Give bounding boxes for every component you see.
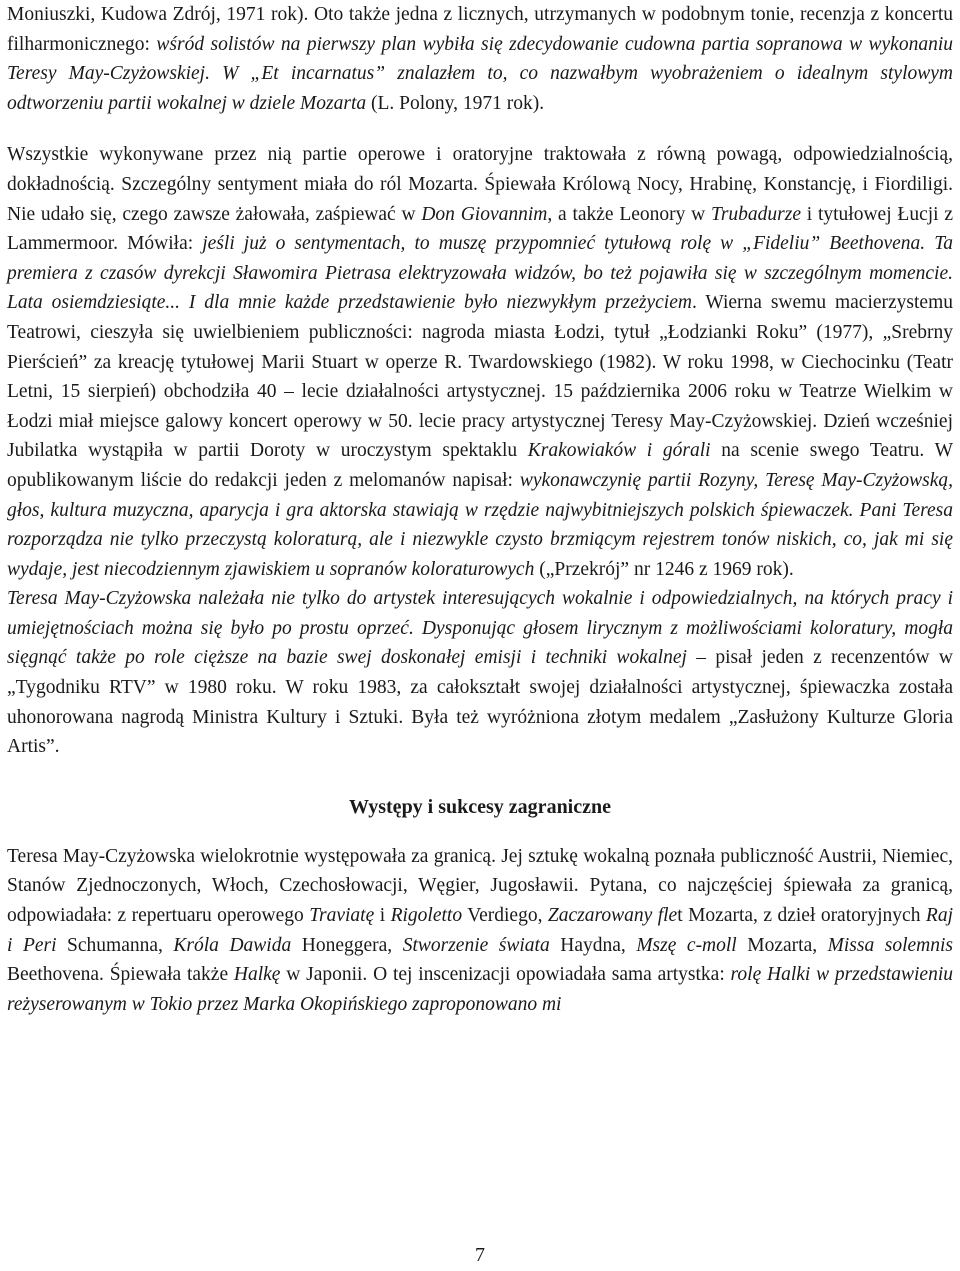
- text-segment: Moniuszki, Kudowa Zdrój, 1971 rok). Oto także jedna z licznych, utrzymanych w podobnym tonie, recenzja z koncertu filharmonicznego:: [7, 4, 953, 55]
- section-heading: Występy i sukcesy zagraniczne: [348, 795, 611, 818]
- italic-title-segment: Don Giovannim: [421, 203, 548, 225]
- text-segment: Wszystkie wykonywane przez nią partie operowe i oratoryjne traktowała z równą powagą, odpowiedzialnością, dokładnością. Szczególny sentyment miała do ról Mozarta. Śpiewała Królową Nocy, Hrabinę, Konstancję, i Fiordiligi. Nie udało się, czego zawsze żałowała, zaśpiewać w: [7, 144, 953, 225]
- italic-quote-segment: wśród solistów na pierwszy plan wybiła się zdecydowanie cudowna partia sopranowa w wykonaniu Teresy May-Czyżowskiej. W „Et incarnatus” znalazłem to, co nazwałbym wyobrażeniem o idealnym stylowym odtworzeniu partii wokalnej w dziele Mozarta: [7, 33, 953, 114]
- text-segment: Mozarta,: [736, 934, 828, 956]
- text-segment: Honeggera,: [291, 934, 403, 956]
- italic-title-segment: Mszę c-moll: [636, 934, 737, 956]
- italic-title-segment: Raj i Peri: [7, 905, 953, 956]
- text-segment: i tytułowej Łucji z Lammermoor. Mówiła:: [7, 203, 953, 255]
- italic-title-segment: Trubadurze: [711, 203, 801, 225]
- text-segment: Haydna,: [549, 934, 637, 956]
- page-number: 7: [475, 1244, 485, 1266]
- italic-title-segment: Rigoletto: [390, 905, 463, 927]
- italic-quote-segment: Teresa May-Czyżowska należała nie tylko do artystek interesujących wokalnie i odpowiedzialnych, na których pracy i umiejętnościach można się było po prostu oprzeć. Dysponując głosem lirycznym z możliwościami koloratury, mogła sięgnąć także po role cięższe na bazie swej doskonałej emisji i techniki wokalnej: [7, 588, 953, 669]
- italic-quote-segment: jeśli już o sentymentach, to muszę przypomnieć tytułową rolę w „Fideliu” Beethovena. Ta premiera z czasów dyrekcji Sławomira Pietrasa elektryzowała widzów, bo też pojawiła się w szczególnym momencie. Lata osiemdziesiąte... I dla mnie każde przedstawienie było niezwykłym przeżyciem: [7, 233, 954, 314]
- paragraph-review-quote: [7, 0, 953, 118]
- italic-quote-segment: rolę Halki w przedstawieniu reżyserowanym w Tokio przez Marka Okopińskiego zaproponowano mi: [7, 964, 953, 1015]
- italic-title-segment: Krakowiaków i górali: [527, 440, 711, 462]
- paragraph-recognition: [7, 584, 953, 762]
- text-segment: Verdiego,: [462, 905, 548, 927]
- text-segment: t Mozarta, z dzieł oratoryjnych: [677, 905, 926, 927]
- text-segment: („Przekrój” nr 1246 z 1969 rok).: [534, 558, 794, 580]
- italic-title-segment: Stworzenie świata: [402, 934, 550, 956]
- paragraph-career: [7, 140, 953, 584]
- text-segment: , a także Leonory w: [547, 203, 712, 225]
- text-segment: i: [374, 905, 391, 927]
- text-segment: na scenie swego Teatru. W opublikowanym liście do redakcji jeden z melomanów napisał:: [7, 440, 953, 491]
- document-page: [7, 0, 953, 1019]
- italic-title-segment: Zaczarowany fle: [547, 905, 678, 927]
- text-segment: w Japonii. O tej inscenizacji opowiadała sama artystka:: [280, 964, 731, 986]
- text-segment: – pisał jeden z recenzentów w „Tygodniku RTV” w 1980 roku. W roku 1983, za całokształt swojej działalności artystycznej, śpiewaczka została uhonorowana nagrodą Ministra Kultury i Sztuki. Była też wyróżniona złotym medalem „Zasłużony Kulturze Gloria Artis”.: [7, 647, 953, 758]
- italic-title-segment: Traviatę: [309, 905, 375, 927]
- text-segment: . Wierna swemu macierzystemu Teatrowi, cieszyła się uwielbieniem publiczności: nagroda miasta Łodzi, tytuł „Łodzianki Roku” (1977), „Srebrny Pierścień” za kreację tytułowej Marii Stuart w operze R. Twardowskiego (1982). W roku 1998, w Ciechocinku (Teatr Letni, 15 sierpień) obchodziła 40 – lecie działalności artystycznej. 15 października 2006 roku w Teatrze Wielkim w Łodzi miał miejsce galowy koncert operowy w 50. lecie pracy artystycznej Teresy May-Czyżowskiej. Dzień wcześniej Jubilatka wystąpiła w partii Doroty w uroczystym spektaklu: [7, 292, 953, 462]
- italic-title-segment: Króla Dawida: [173, 934, 292, 956]
- section-gap: [7, 822, 953, 842]
- paragraph-abroad: [7, 842, 953, 1020]
- text-segment: (L. Polony, 1971 rok).: [366, 92, 545, 114]
- paragraph-gap: [7, 118, 953, 140]
- text-segment: Schumanna,: [56, 934, 174, 956]
- text-segment: Beethovena. Śpiewała także: [7, 964, 234, 986]
- italic-title-segment: Missa solemnis: [827, 934, 953, 956]
- section-gap: [7, 762, 953, 792]
- italic-title-segment: Halkę: [233, 964, 281, 986]
- text-segment: Teresa May-Czyżowska wielokrotnie występowała za granicą. Jej sztukę wokalną poznała publiczność Austrii, Niemiec, Stanów Zjednoczonych, Włoch, Czechosłowacji, Węgier, Jugosławii. Pytana, co najczęściej śpiewała za granicą, odpowiadała: z repertuaru operowego: [7, 845, 953, 927]
- italic-quote-segment: wykonawczynię partii Rozyny, Teresę May-Czyżowską, głos, kultura muzyczna, aparycja i gra aktorska stawiają w rzędzie najwybitniejszych polskich śpiewaczek. Pani Teresa rozporządza nie tylko przeczystą koloraturą, ale i niezwykle czysto brzmiącym rejestrem tonów niskich, co, jak mi się wydaje, jest niecodziennym zjawiskiem u sopranów koloraturowych: [7, 469, 954, 580]
